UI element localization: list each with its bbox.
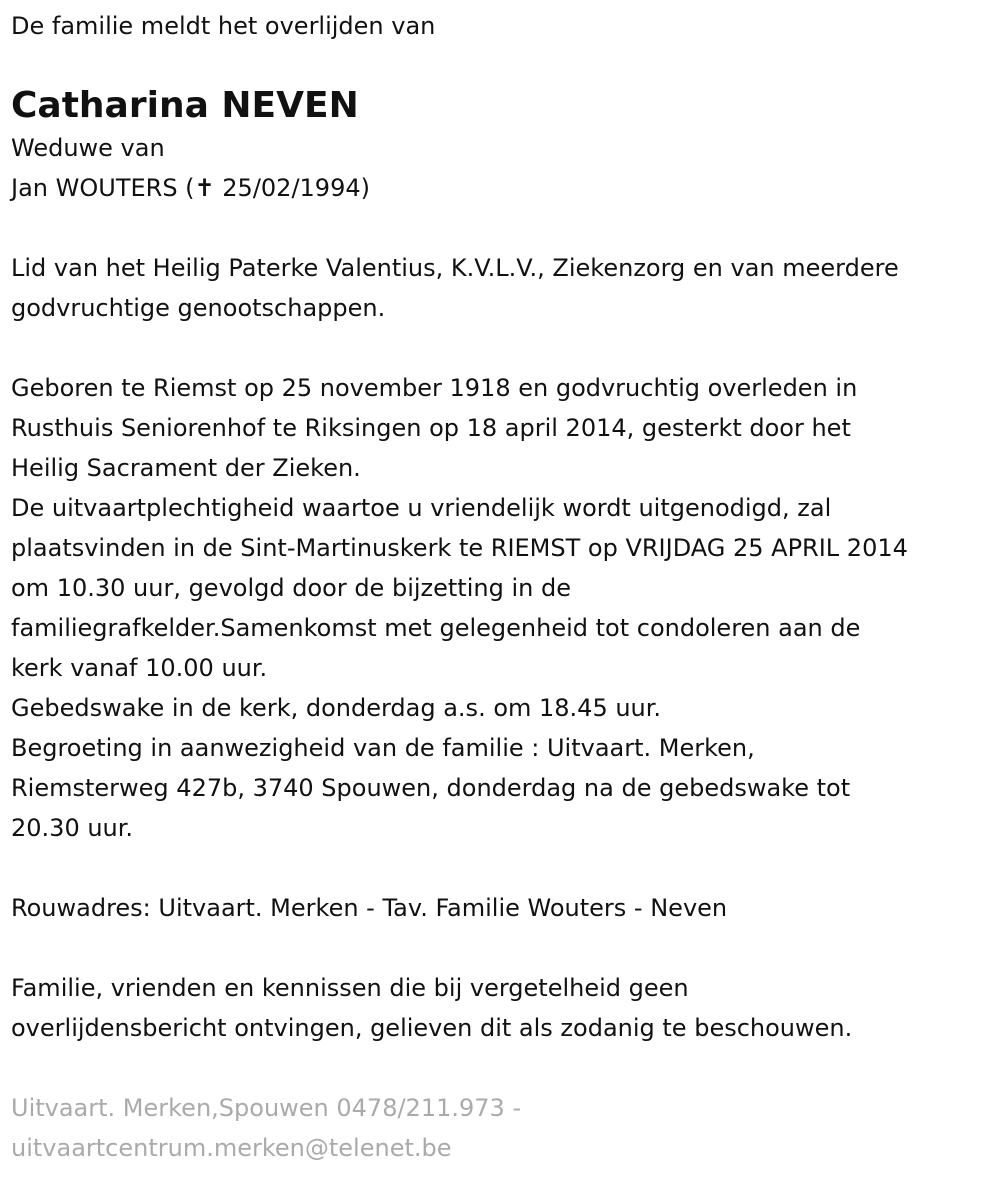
notice-line: overlijdensbericht ontvingen, gelieven dit als zodanig te beschouwen. [11,1014,853,1042]
details-line: Riemsterweg 427b, 3740 Spouwen, donderdag na de gebedswake tot [11,774,851,802]
intro-text: De familie meldt het overlijden van [11,12,436,40]
details-line: Geboren te Riemst op 25 november 1918 en godvruchtig overleden in [11,374,858,402]
footer-line: Uitvaart. Merken,Spouwen 0478/211.973 - [11,1094,522,1122]
details-block [11,368,1000,848]
mourning-address: Rouwadres: Uitvaart. Merken - Tav. Familie Wouters - Neven [11,894,728,922]
deceased-name: Catharina NEVEN [11,85,359,126]
notice-line: Familie, vrienden en kennissen die bij vergetelheid geen [11,974,689,1002]
footer-line: uitvaartcentrum.merken@telenet.be [11,1134,452,1162]
notice-block [11,968,1000,1048]
details-line: De uitvaartplechtigheid waartoe u vriendelijk wordt uitgenodigd, zal [11,494,832,522]
details-line: Heilig Sacrament der Zieken. [11,454,361,482]
memberships-line: Lid van het Heilig Paterke Valentius, K.V.L.V., Ziekenzorg en van meerdere [11,254,899,282]
spouse-block [11,128,1000,208]
details-line: Begroeting in aanwezigheid van de familie : Uitvaart. Merken, [11,734,755,762]
memberships-block [11,248,1000,328]
details-line: plaatsvinden in de Sint-Martinuskerk te RIEMST op VRIJDAG 25 APRIL 2014 [11,534,908,562]
spouse-relation: Weduwe van [11,134,165,162]
footer-contact [11,1088,1000,1168]
details-line: 20.30 uur. [11,814,134,842]
memberships-line: godvruchtige genootschappen. [11,294,386,322]
details-line: Gebedswake in de kerk, donderdag a.s. om 18.45 uur. [11,694,662,722]
spouse-name-date: Jan WOUTERS (✝ 25/02/1994) [11,174,370,202]
details-line: Rusthuis Seniorenhof te Riksingen op 18 april 2014, gesterkt door het [11,414,851,442]
details-line: om 10.30 uur, gevolgd door de bijzetting in de [11,574,571,602]
details-line: kerk vanaf 10.00 uur. [11,654,268,682]
details-line: familiegrafkelder.Samenkomst met gelegenheid tot condoleren aan de [11,614,861,642]
